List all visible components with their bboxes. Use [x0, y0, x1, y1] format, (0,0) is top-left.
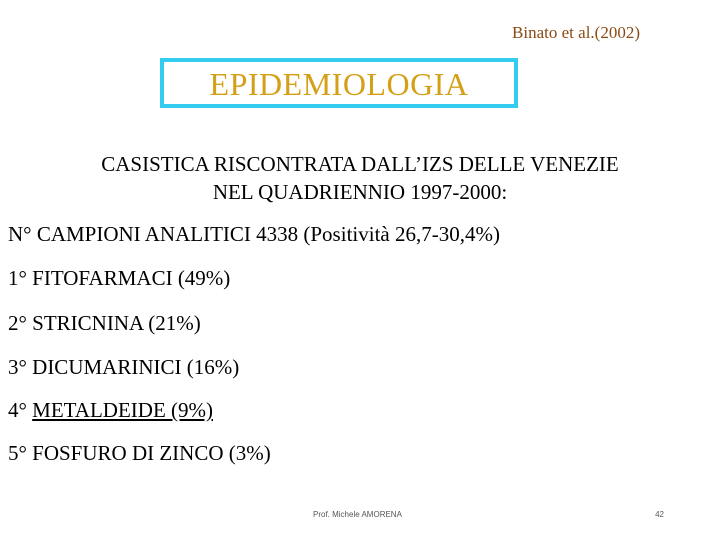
list-item-4-label: METALDEIDE (9%) [32, 398, 214, 422]
citation: Binato et al.(2002) [512, 23, 640, 42]
subtitle-line-1: CASISTICA RISCONTRATA DALL’IZS DELLE VENEZIE [101, 152, 619, 176]
list-item-1: 1° FITOFARMACI (49%) [8, 266, 231, 290]
slide-title: EPIDEMIOLOGIA [160, 58, 518, 108]
footer-author: Prof. Michele AMORENA [313, 510, 402, 519]
subtitle [0, 150, 720, 206]
page-number: 42 [655, 510, 664, 519]
subtitle-line-2: NEL QUADRIENNIO 1997-2000: [212, 180, 508, 204]
list-item-3: 3° DICUMARINICI (16%) [8, 355, 240, 379]
list-item-4-rank: 4° [8, 398, 33, 422]
list-item-2: 2° STRICNINA (21%) [8, 311, 201, 335]
list-item-5: 5° FOSFURO DI ZINCO (3%) [8, 441, 271, 465]
samples-line: N° CAMPIONI ANALITICI 4338 (Positività 26,7-30,4%) [8, 222, 500, 246]
list-item-4 [8, 398, 213, 423]
